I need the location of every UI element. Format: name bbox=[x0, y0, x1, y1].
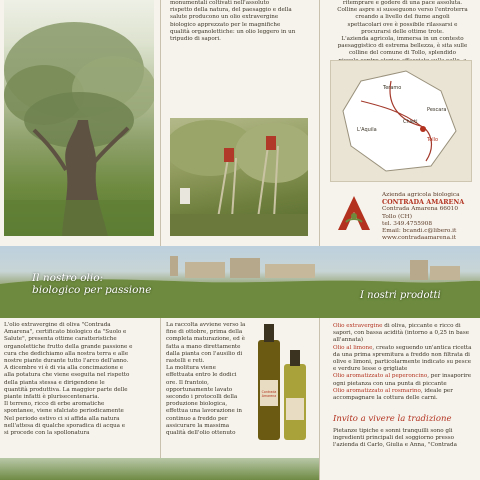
brand-address: Contrada Amarena 66010 Tollo (CH) bbox=[382, 206, 459, 220]
fold-line-1 bbox=[160, 0, 161, 480]
text-line: salute producono un olio extravergine bbox=[170, 14, 279, 21]
map-label-chieti: Chieti bbox=[403, 119, 418, 125]
text-line: si procede con la spollonatura bbox=[4, 430, 90, 437]
text-line: Nel periodo estivo ci si affida alla natura bbox=[4, 415, 120, 422]
product-item bbox=[333, 345, 473, 374]
text-line: secondo i protocolli della bbox=[166, 394, 238, 401]
product-name: Olio al limone bbox=[333, 344, 373, 351]
text-line: biologico apprezzato per le magnifiche bbox=[170, 21, 281, 28]
brand-info bbox=[382, 192, 472, 242]
brand-website[interactable]: www.contradaamarena.it bbox=[382, 235, 457, 242]
harvest-description bbox=[166, 322, 252, 437]
text-line: Amarena", certificato biologico da "Suolo e bbox=[4, 329, 127, 336]
banner-title-line: biologico per passione bbox=[32, 284, 152, 296]
fold-line-2 bbox=[319, 0, 320, 480]
text-line: spontanee, viene sfalciato periodicamente bbox=[4, 408, 124, 415]
text-line: nell'attesa di qualche sporadica di acqua e bbox=[4, 422, 126, 429]
olive-grove-photo bbox=[0, 458, 319, 480]
map-label-tollo: Tollo bbox=[427, 137, 439, 143]
brand-phone: tel. 349.4755908 bbox=[382, 220, 433, 227]
brand-email[interactable]: Email: bcandi.c@libero.it bbox=[382, 228, 457, 235]
text-line: alla potatura che viene eseguita nel rispetto bbox=[4, 372, 130, 379]
text-line: quantità produttiva. La maggior parte delle bbox=[4, 386, 128, 393]
text-line: opportunamente lavato bbox=[166, 386, 233, 393]
product-name: Olio aromatizzato al peperoncino bbox=[333, 373, 428, 380]
brand-name: CONTRADA AMARENA bbox=[382, 198, 465, 207]
invite-title: Invito a vivere la tradizione bbox=[333, 414, 452, 424]
text-line: completa maturazione, ed è bbox=[166, 336, 245, 343]
text-line: organolettiche frutto della grande passione e bbox=[4, 343, 133, 350]
product-description: , creato seguendo un'antica ricetta da una prima spremitura a freddo non filtrata di olive e limoni, particolarmente indicato su pesce e verdure lesse o grigliate bbox=[333, 344, 472, 373]
harvest-illustration bbox=[170, 118, 308, 236]
banner-title-left bbox=[32, 272, 151, 296]
text-line: Pietanze tipiche e sonni tranquilli sono gli bbox=[333, 428, 453, 434]
text-line: L'olio extravergine di oliva "Contrada bbox=[4, 322, 111, 328]
text-line: continuo a freddo per bbox=[166, 415, 228, 422]
text-line: tripudio di sapori. bbox=[170, 36, 221, 43]
product-item bbox=[333, 323, 473, 345]
text-line: L'azienda agricola, immersa in un contesto bbox=[341, 36, 464, 43]
text-line: La molitura viene bbox=[166, 365, 216, 372]
text-line: della pianta stessa e dirigendone le bbox=[4, 379, 105, 386]
product-name: Olio extravergine bbox=[333, 323, 383, 329]
text-line: effettuata entro le dodici bbox=[166, 372, 237, 379]
olive-tree-illustration bbox=[4, 0, 154, 236]
abruzzo-map bbox=[330, 60, 472, 182]
text-line: monumentali coltivati nell'assoluto bbox=[170, 0, 270, 6]
banner-title-right: I nostri prodotti bbox=[360, 290, 441, 301]
brand-tagline: Azienda agricola biologica bbox=[382, 192, 460, 198]
text-line: fine di ottobre, prima della bbox=[166, 329, 243, 336]
amarena-logo-icon bbox=[332, 192, 376, 236]
text-line: A dicembre vi è di via alla concimazione e bbox=[4, 365, 124, 372]
bottles-illustration bbox=[248, 320, 316, 452]
text-line: qualità dell'olio ottenuto bbox=[166, 430, 236, 437]
text-line: effettua una lavorazione in bbox=[166, 408, 242, 415]
text-line: ingredienti principali del soggiorno presso bbox=[333, 435, 455, 442]
product-description: , per insaporire ogni pietanza con una punta di piccante bbox=[333, 373, 472, 387]
map-label-pescara: Pescara bbox=[427, 107, 447, 113]
olive-oil-description bbox=[4, 322, 158, 437]
text-line: La raccolta avviene verso la bbox=[166, 322, 246, 328]
banner-title-line: Il nostro olio: bbox=[32, 272, 104, 284]
text-line: produzione biologica, bbox=[166, 401, 228, 408]
amarena-logo bbox=[332, 192, 376, 236]
text-line: procurarsi delle ottime trote. bbox=[361, 28, 444, 35]
product-list bbox=[333, 323, 473, 402]
text-line: Colline aspre si susseguono verso l'entroterra bbox=[337, 7, 468, 14]
text-line: nostre piante durante tutto l'arco dell'anno. bbox=[4, 358, 129, 365]
text-line: paesaggistico di estrema bellezza, è sita sulle bbox=[337, 43, 468, 50]
bottle-label: Contrada Amarena bbox=[261, 390, 277, 398]
map-label-laquila: L'Aquila bbox=[357, 127, 377, 133]
text-line: qualità organolettiche: un olio leggero in un bbox=[170, 28, 296, 35]
text-line: dalla pianta con l'ausilio di bbox=[166, 350, 243, 357]
text-line: colline del comune di Tollo, splendido bbox=[349, 50, 456, 57]
text-line: Salute", presenta ottime caratteristiche bbox=[4, 336, 117, 343]
text-line: fatta a mano direttamente bbox=[166, 343, 241, 350]
text-line: ore. Il frantoio, bbox=[166, 379, 209, 386]
product-description: , ideale per accompagnare la cottura delle carni. bbox=[333, 387, 453, 402]
product-description: di oliva, piccante e ricco di sapori, con bassa acidità (intorno a 0,25 in base all'annata) bbox=[333, 323, 470, 344]
text-line: l'azienda di Carlo, Giulia e Anna, "Contrada bbox=[333, 442, 457, 449]
text-line: ritemprare e godere di una pace assoluta. bbox=[342, 0, 463, 6]
text-line: creando a livello del fiume angoli bbox=[355, 14, 450, 21]
text-line: Il terreno, ricco di erbe aromatiche bbox=[4, 401, 105, 408]
invite-text bbox=[333, 428, 478, 450]
olive-tree-photo bbox=[4, 0, 154, 236]
region-map-illustration bbox=[331, 61, 471, 181]
intro-text-middle bbox=[170, 0, 310, 43]
text-line: piante infatti è plurisecentenaria. bbox=[4, 394, 100, 401]
text-line: cura che dedichiamo alla nostra terra e alle bbox=[4, 350, 129, 357]
olive-harvest-photo bbox=[170, 118, 308, 236]
text-line: rastelli e reti. bbox=[166, 358, 205, 365]
text-line: rispetto della natura, del paesaggio e della bbox=[170, 7, 292, 14]
product-name: Olio aromatizzato al rosmarino bbox=[333, 387, 421, 394]
product-item bbox=[333, 388, 473, 402]
oil-bottles-photo bbox=[248, 320, 316, 452]
map-label-teramo: Teramo bbox=[383, 85, 402, 91]
panorama-banner bbox=[0, 246, 480, 318]
text-line: spettacolari ove è possibile rilassarsi e bbox=[347, 21, 458, 28]
text-line: assicurare la massima bbox=[166, 422, 230, 429]
product-item bbox=[333, 373, 473, 387]
